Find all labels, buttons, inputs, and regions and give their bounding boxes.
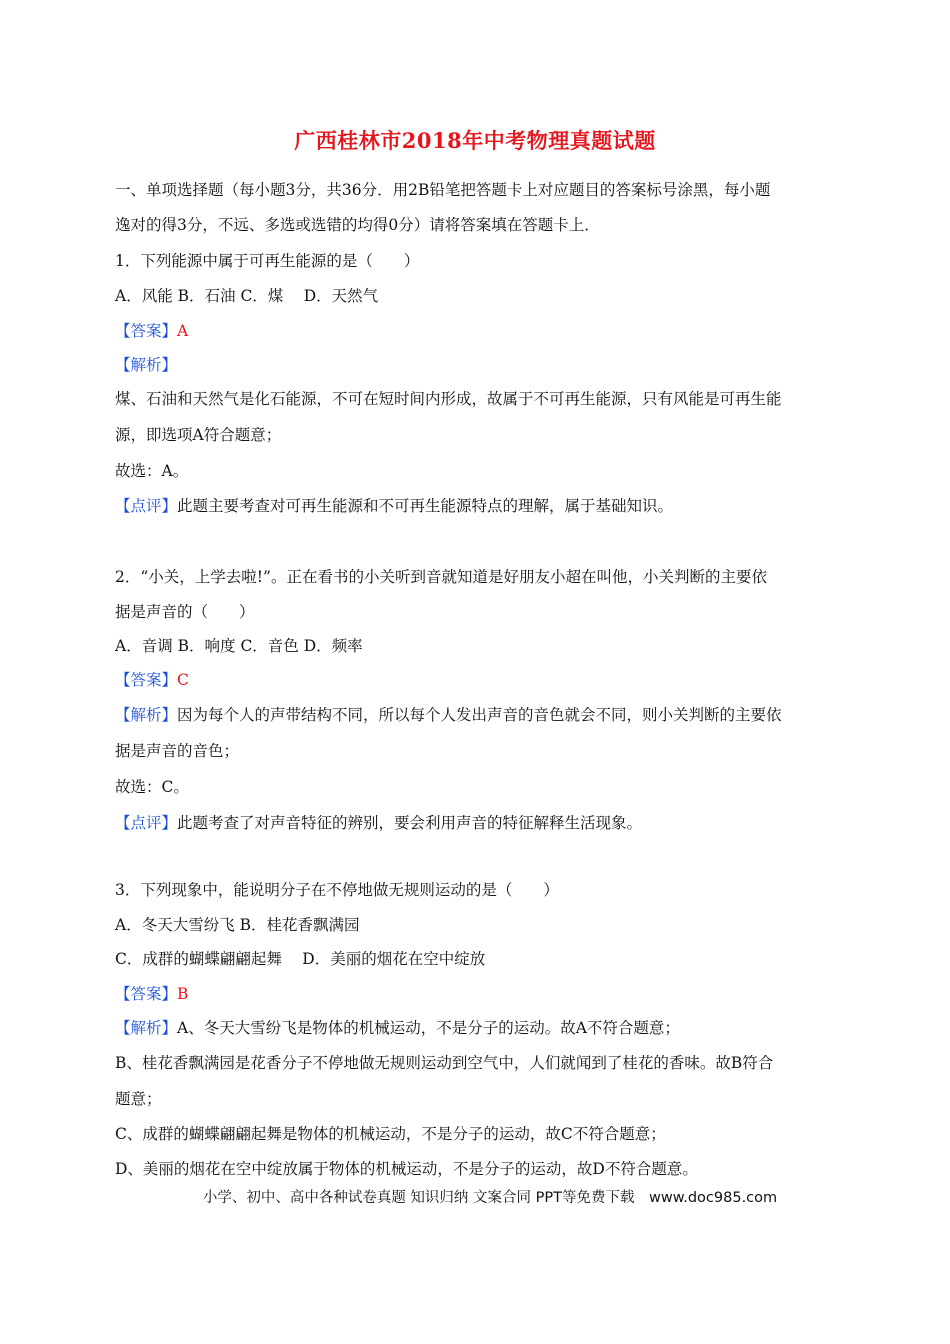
q2-analysis-line-2: 据是声音的音色； [115,742,240,760]
section-instruction-line-2: 逸对的得3分，不远、多选或选错的均得0分）请将答案填在答题卡上． [115,216,600,234]
analysis-tag: 【解析】 [115,1019,178,1037]
q2-choice: 故选：C。 [115,778,189,796]
q2-comment-text: 此题考查了对声音特征的辨别，要会利用声音的特征解释生活现象。 [177,814,643,832]
q3-analysis-line-2: B、桂花香飘满园是花香分子不停地做无规则运动到空气中，人们就闻到了桂花的香味。故B符合 [115,1054,774,1072]
answer-tag: 【答案】 [115,671,178,689]
q1-answer-value: A [177,322,189,340]
q1-answer-line [115,321,188,341]
q1-analysis-line-1: 煤、石油和天然气是化石能源，不可在短时间内形成，故属于不可再生能源，只有风能是可再生能 [115,390,782,408]
q2-analysis-line-1 [115,705,782,725]
analysis-tag: 【解析】 [115,706,178,724]
q3-options-line-1: A．冬天大雪纷飞 B．桂花香飘满园 [115,916,360,934]
q2-comment-line [115,813,642,833]
q1-comment-line [115,496,673,516]
page-footer: 小学、初中、高中各种试卷真题 知识归纳 文案合同 PPT等免费下载 www.doc985.com [202,1190,778,1206]
q1-comment-text: 此题主要考查对可再生能源和不可再生能源特点的理解，属于基础知识。 [177,497,674,515]
q1-analysis-tag [115,355,177,375]
q3-stem: 3．下列现象中，能说明分子在不停地做无规则运动的是（ ） [115,881,559,899]
q2-stem-line-1: 2．“小关，上学去啦!”。正在看书的小关听到音就知道是好朋友小超在叫他，小关判断的主要依 [115,568,767,586]
q1-analysis-line-2: 源，即选项A符合题意； [115,426,282,444]
q2-options: A．音调 B．响度 C．音色 D．频率 [115,637,363,655]
q1-choice: 故选：A。 [115,462,189,480]
q3-analysis-line-3: 题意； [115,1090,162,1108]
q2-analysis-text: 因为每个人的声带结构不同，所以每个人发出声音的音色就会不同，则小关判断的主要依 [177,706,782,724]
q2-answer-value: C [177,671,189,689]
analysis-tag: 【解析】 [115,356,178,374]
q2-stem-line-2: 据是声音的（ ） [115,603,255,621]
q1-stem: 1．下列能源中属于可再生能源的是（ ） [115,252,420,270]
q3-analysis-line-5: D、美丽的烟花在空中绽放属于物体的机械运动，不是分子的运动，故D不符合题意。 [115,1160,698,1178]
q2-answer-line [115,670,189,690]
comment-tag: 【点评】 [115,814,178,832]
q3-analysis-line-1 [115,1018,680,1038]
q3-analysis-line-4: C、成群的蝴蝶翩翩起舞是物体的机械运动，不是分子的运动，故C不符合题意； [115,1125,666,1143]
q1-options: A．风能 B．石油 C．煤 D．天然气 [115,287,379,305]
answer-tag: 【答案】 [115,985,178,1003]
answer-tag: 【答案】 [115,322,178,340]
q3-answer-line [115,984,188,1004]
q3-options-line-2: C．成群的蝴蝶翩翩起舞 D．美丽的烟花在空中绽放 [115,950,486,968]
page-title: 广西桂林市2018年中考物理真题试题 [294,128,656,153]
q3-answer-value: B [177,985,189,1003]
section-instruction-line-1: 一、单项选择题（每小题3分，共36分．用2B铅笔把答题卡上对应题目的答案标号涂黑，每小题 [115,181,771,199]
q3-analysis-text: A、冬天大雪纷飞是物体的机械运动，不是分子的运动。故A不符合题意； [177,1019,680,1037]
comment-tag: 【点评】 [115,497,178,515]
